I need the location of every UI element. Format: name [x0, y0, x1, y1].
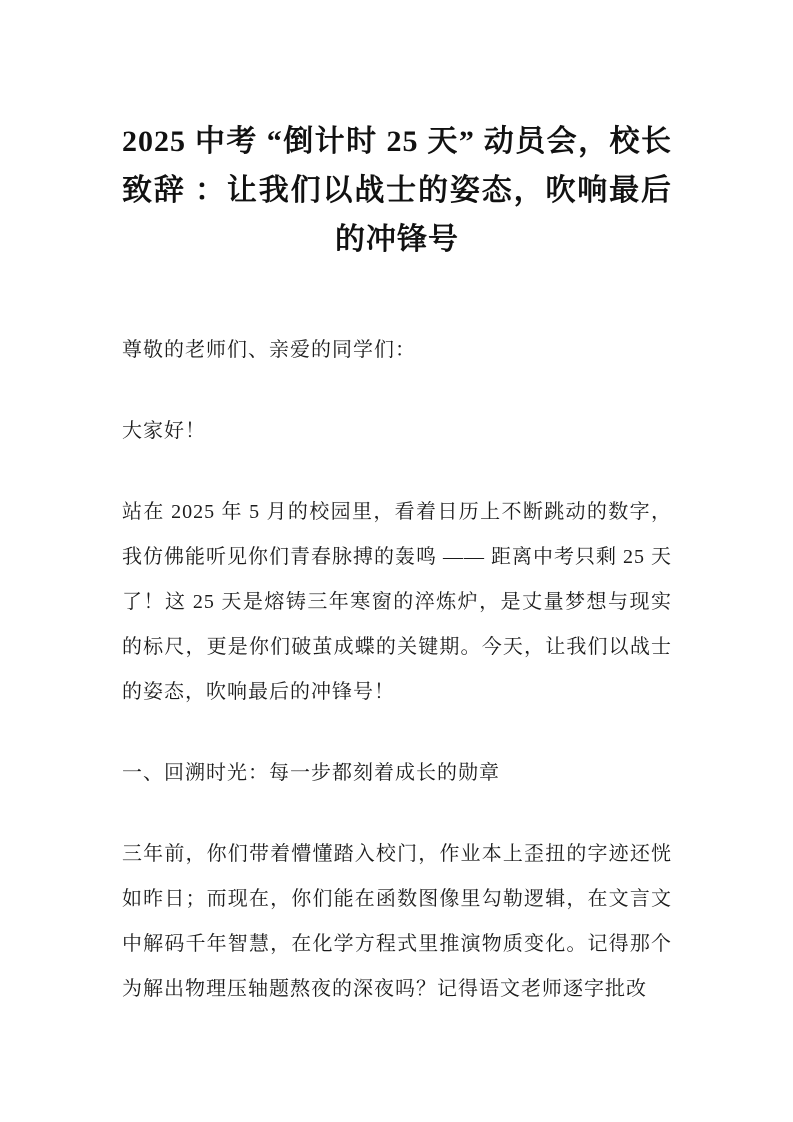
- document-title: 2025 中考 “倒计时 25 天” 动员会，校长致辞 ：让我们以战士的姿态，吹响最后的冲锋号: [122, 125, 672, 256]
- paragraph-intro: 站在 2025 年 5 月的校园里，看着日历上不断跳动的数字，我仿佛能听见你们青春脉搏的轰鸣 —— 距离中考只剩 25 天了！这 25 天是熔铸三年寒窗的淬炼炉，是丈量梦想与现实的标尺，更是你们破茧成蝶的关键期。今天，让我们以战士的姿态，吹响最后的冲锋号！: [122, 501, 672, 703]
- section-heading-1: 一、回溯时光：每一步都刻着成长的勋章: [122, 762, 500, 784]
- paragraph-section-1-body: 三年前，你们带着懵懂踏入校门，作业本上歪扭的字迹还恍如昨日；而现在，你们能在函数图像里勾勒逻辑，在文言文中解码千年智慧，在化学方程式里推演物质变化。记得那个为解出物理压轴题熬夜的深夜吗？记得语文老师逐字批改: [122, 843, 672, 1000]
- paragraph-greeting: 尊敬的老师们、亲爱的同学们：: [122, 339, 416, 361]
- paragraph-salutation: 大家好！: [122, 420, 206, 442]
